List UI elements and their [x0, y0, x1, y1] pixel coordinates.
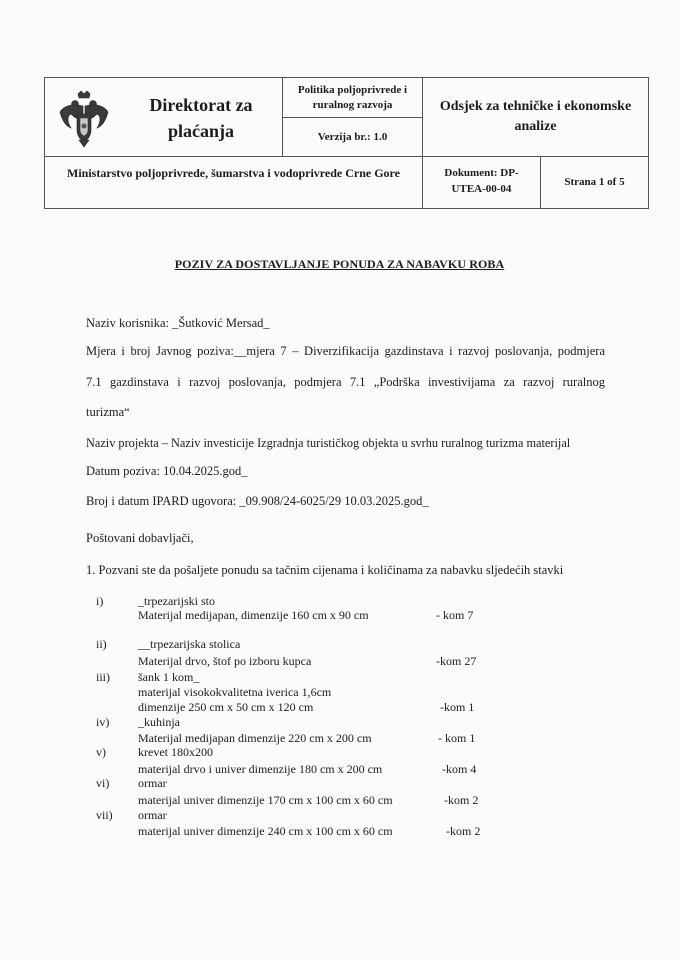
project-name-line: Naziv projekta – Naziv investicije Izgradnja turističkog objekta u svrhu ruralnog turizma materijal: [86, 436, 571, 450]
item-name: šank 1 kom_: [138, 670, 200, 684]
item-material: materijal univer dimenzije 240 cm x 100 cm x 60 cm: [138, 824, 393, 838]
item-name: __trpezarijska stolica: [138, 637, 241, 651]
item-material: materijal univer dimenzije 170 cm x 100 cm x 60 cm: [138, 793, 393, 807]
directorate-title: Direktorat za plaćanja: [149, 95, 253, 141]
item-name: _kuhinja: [138, 715, 180, 729]
department-cell: Odsjek za tehničke i ekonomske analize: [423, 78, 648, 157]
item-quantity: - kom 1: [438, 731, 476, 745]
greeting-line: Poštovani dobavljači,: [86, 531, 194, 545]
version-cell: Verzija br.: 1.0: [283, 118, 423, 157]
call-date-line: Datum poziva: 10.04.2025.god_: [86, 464, 248, 478]
item-number: v): [96, 745, 106, 759]
item-number: iii): [96, 670, 110, 684]
item-name: krevet 180x200: [138, 745, 213, 759]
logo-cell: [45, 78, 283, 157]
user-name-line: Naziv korisnika: _Šutković Mersad_: [86, 316, 270, 330]
page-number-cell: Strana 1 of 5: [564, 176, 625, 188]
item-name: _trpezarijski sto: [138, 594, 215, 608]
contract-line: Broj i datum IPARD ugovora: _09.908/24-6025/29 10.03.2025.god_: [86, 494, 429, 508]
ministry-cell: Ministarstvo poljoprivrede, šumarstva i vodoprivrede Crne Gore: [45, 157, 423, 208]
document-id-cell: Dokument: DP-UTEA-00-04: [423, 157, 541, 208]
measure-line-1: Mjera i broj Javnog poziva:__mjera 7 – Diverzifikacija gazdinstava i razvoj poslovanja, podmjera: [86, 344, 605, 358]
item-quantity: -kom 2: [446, 824, 481, 838]
measure-line-2: 7.1 gazdinstava i razvoj poslovanja, podmjera 7.1 „Podrška investivijama za razvoj ruralnog: [86, 375, 605, 389]
item-number: ii): [96, 637, 107, 651]
header-table: [44, 77, 649, 209]
item-quantity: -kom 1: [440, 700, 475, 714]
item-number: vi): [96, 776, 110, 790]
item-dimensions: dimenzije 250 cm x 50 cm x 120 cm: [138, 700, 314, 714]
item-number: iv): [96, 715, 110, 729]
item-quantity: -kom 27: [436, 654, 477, 668]
item-material: materijal visokokvalitetna iverica 1,6cm: [138, 685, 332, 699]
montenegro-coat-of-arms-icon: [57, 90, 111, 148]
item-material: Materijal medijapan, dimenzije 160 cm x 90 cm: [138, 608, 369, 622]
item-name: ormar: [138, 808, 167, 822]
item-name: ormar: [138, 776, 167, 790]
item-number: i): [96, 594, 104, 608]
item-number: vii): [96, 808, 113, 822]
point-1-line: 1. Pozvani ste da pošaljete ponudu sa tačnim cijenama i količinama za nabavku sljedećih stavki: [86, 563, 564, 577]
item-quantity: -kom 4: [442, 762, 477, 776]
item-material: materijal drvo i univer dimenzije 180 cm x 200 cm: [138, 762, 383, 776]
document-title: POZIV ZA DOSTAVLJANJE PONUDA ZA NABAVKU ROBA: [174, 257, 505, 271]
item-material: Materijal medijapan dimenzije 220 cm x 200 cm: [138, 731, 372, 745]
item-quantity: -kom 2: [444, 793, 479, 807]
policy-cell: Politika poljoprivrede i ruralnog razvoja: [283, 78, 423, 118]
item-quantity: - kom 7: [436, 608, 474, 622]
item-material: Materijal drvo, štof po izboru kupca: [138, 654, 312, 668]
measure-line-3: turizma“: [86, 405, 130, 419]
